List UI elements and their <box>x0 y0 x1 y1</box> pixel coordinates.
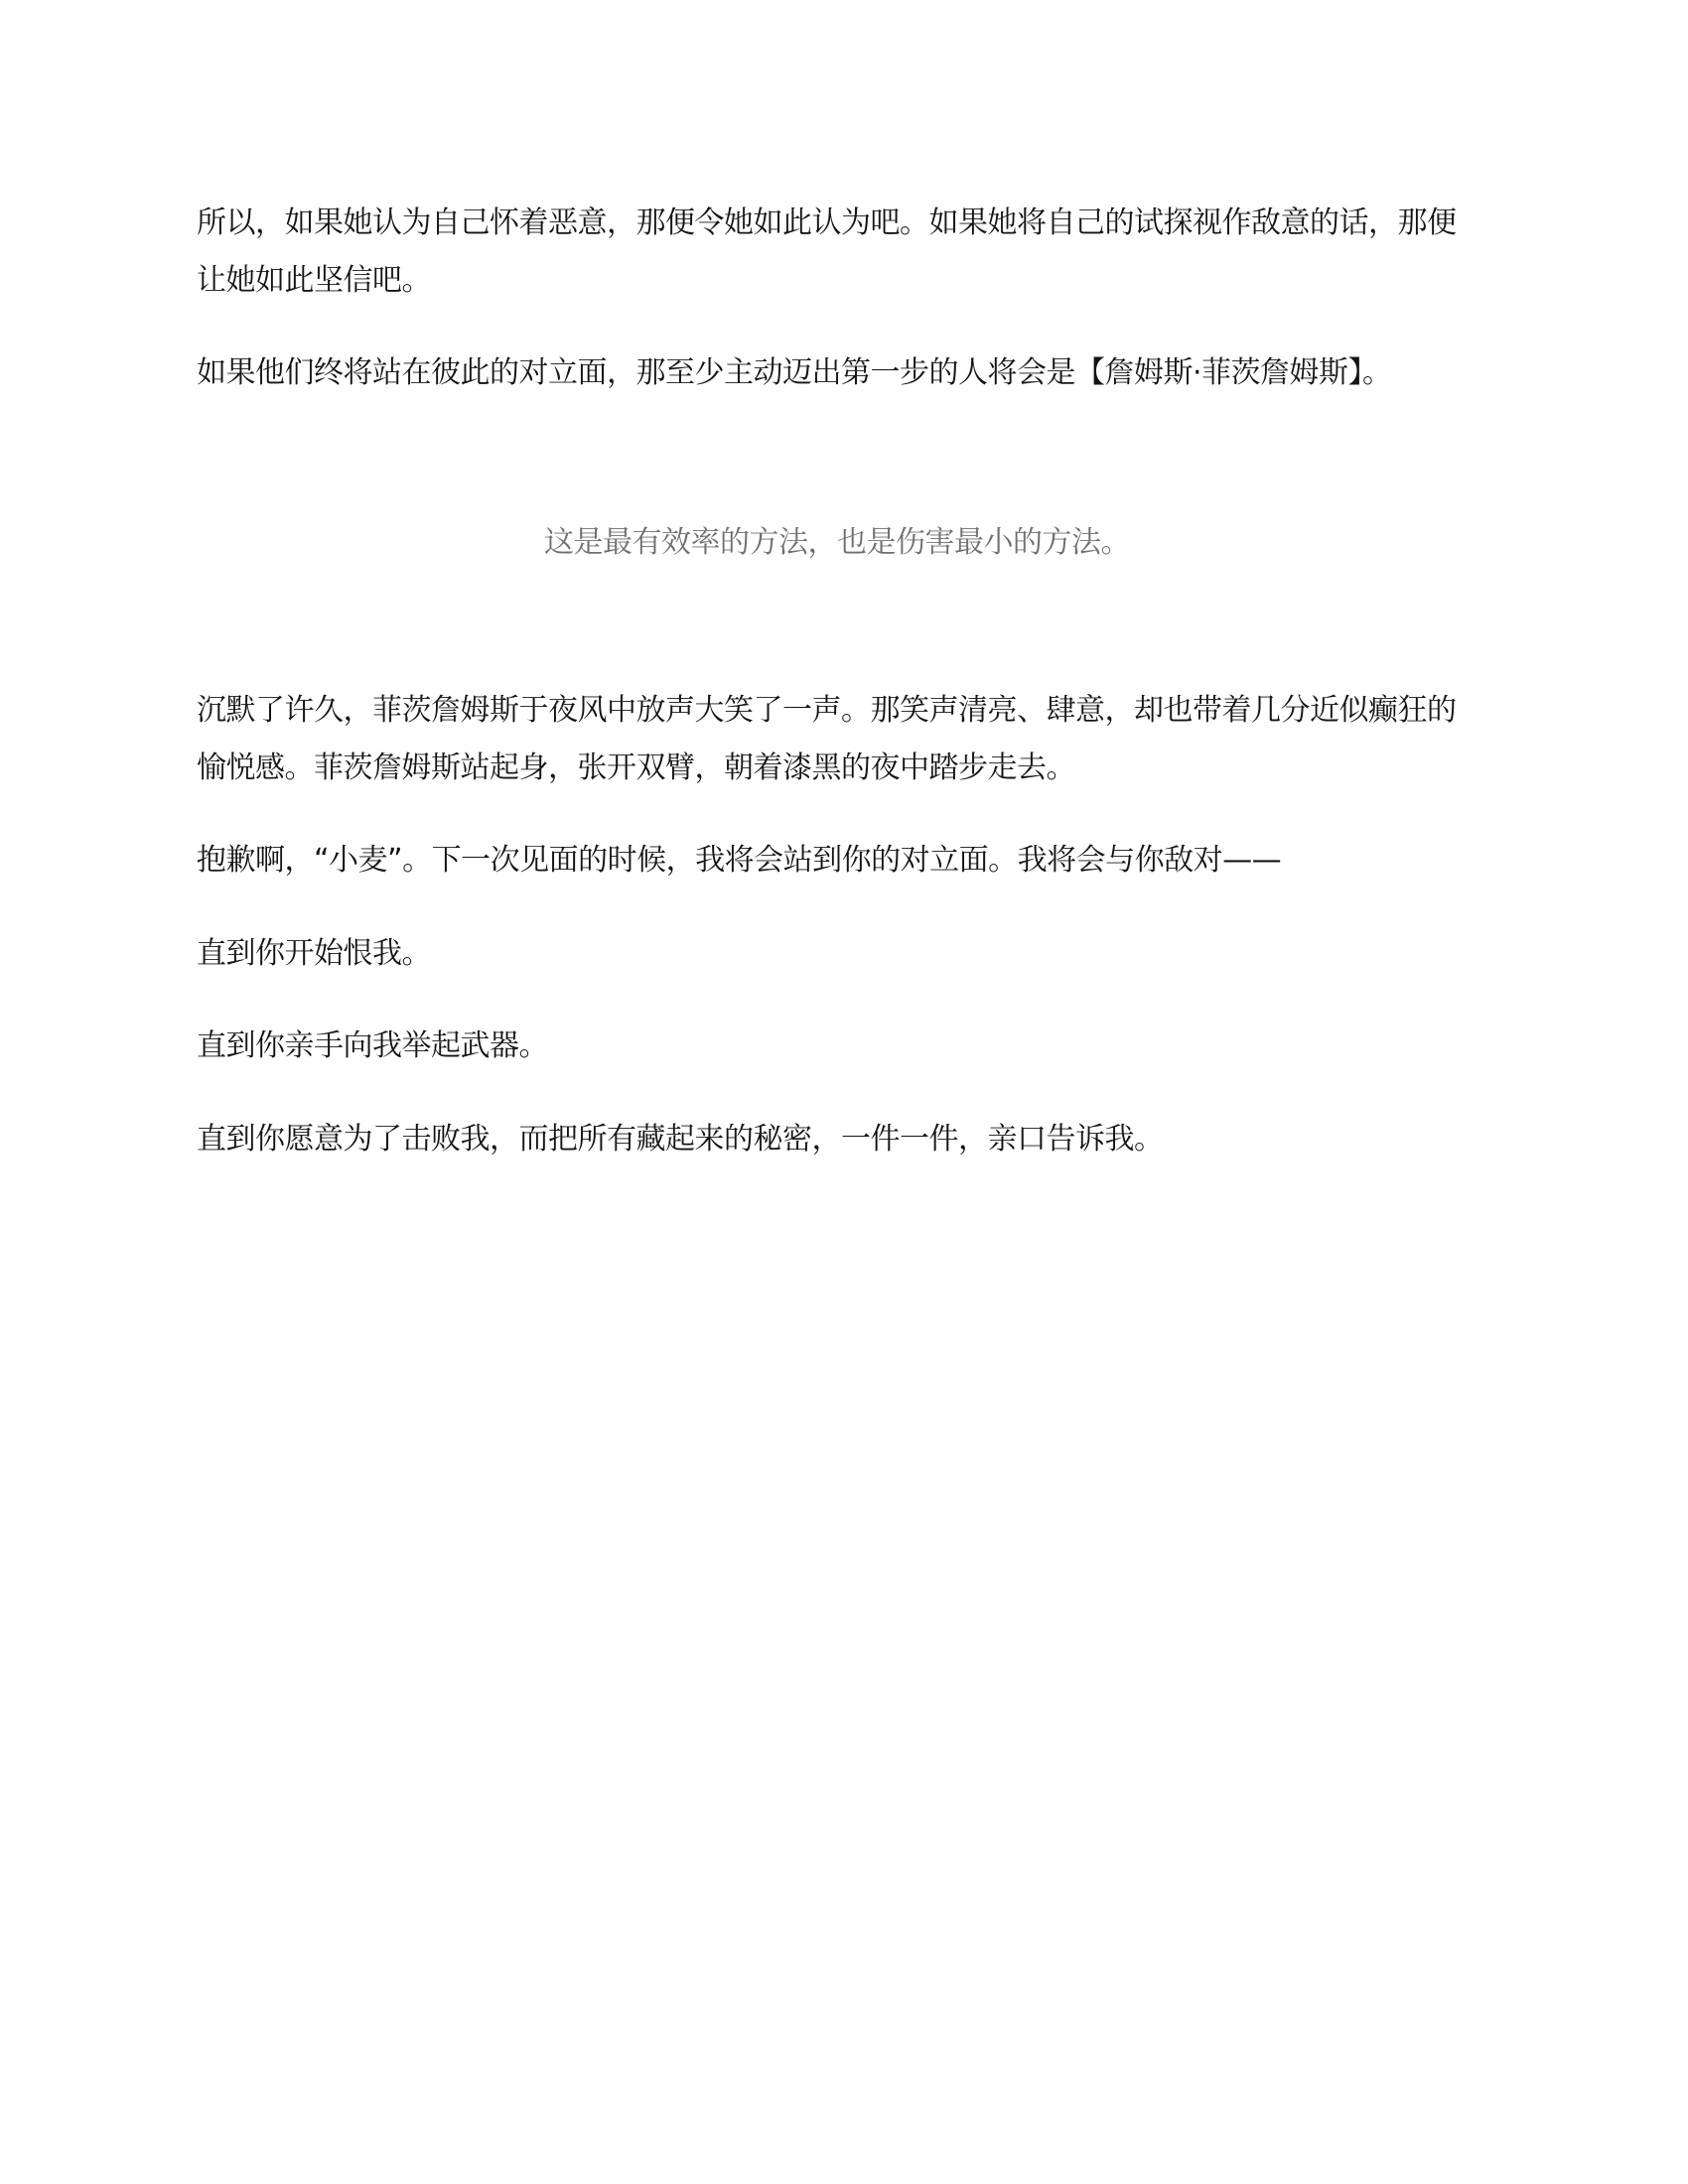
paragraph-7: 直到你愿意为了击败我，而把所有藏起来的秘密，一件一件，亲口告诉我。 <box>197 1122 1164 1157</box>
paragraph-4: 抱歉啊，“小麦”。下一次见面的时候，我将会站到你的对立面。我将会与你敌对—— <box>197 843 1282 878</box>
paragraph-2: 如果他们终将站在彼此的对立面，那至少主动迈出第一步的人将会是【詹姆斯·菲茨詹姆斯】。 <box>197 355 1392 390</box>
paragraph-3: 沉默了许久，菲茨詹姆斯于夜风中放声大笑了一声。那笑声清亮、肆意，却也带着几分近似癫狂的愉悦感。菲茨詹姆斯站起身，张开双臂，朝着漆黑的夜中踏步走去。 <box>197 693 1457 785</box>
paragraph-6: 直到你亲手向我举起武器。 <box>197 1028 548 1063</box>
centered-quote: 这是最有效率的方法，也是伤害最小的方法。 <box>544 525 1130 560</box>
paragraph-1: 所以，如果她认为自己怀着恶意，那便令她如此认为吧。如果她将自己的试探视作敌意的话，那便让她如此坚信吧。 <box>197 205 1457 298</box>
paragraph-5: 直到你开始恨我。 <box>197 936 431 971</box>
